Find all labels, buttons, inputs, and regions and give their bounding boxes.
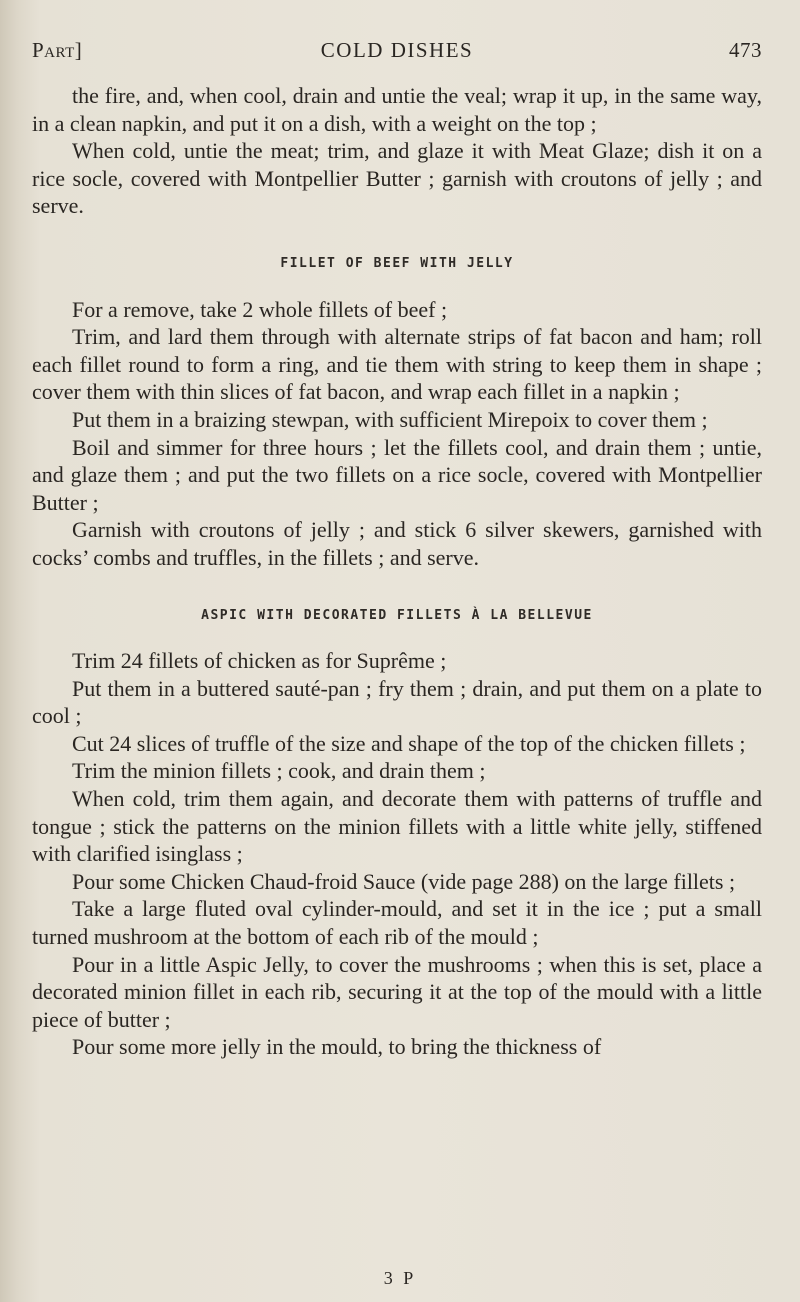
aspic-step-1: Trim 24 fillets of chicken as for Suprême ; [72,648,447,674]
beef-step-5: Garnish with croutons of jelly ; and stick 6 silver skewers, garnished with cocks’ combs and truffles, in the fillets ; and serve. [32,517,762,570]
running-header [32,38,762,68]
aspic-step-5: When cold, trim them again, and decorate them with patterns of truffle and tongue ; stick the patterns on the minion fillets with a little white jelly, stiffened with clarified isinglass ; [32,786,762,867]
aspic-step-8: Pour in a little Aspic Jelly, to cover the mushrooms ; when this is set, place a decorated minion fillet in each rib, securing it at the top of the mould with a little piece of butter ; [32,951,762,1032]
signature-mark: 3 P [383,1268,417,1288]
aspic-step-3: Cut 24 slices of truffle of the size and shape of the top of the chicken fillets ; [72,730,746,756]
aspic-step-2: Put them in a buttered sauté-pan ; fry them ; drain, and put them on a plate to cool ; [32,675,762,729]
beef-step-3: Put them in a braizing stewpan, with sufficient Mirepoix to cover them ; [72,406,708,432]
intro-paragraph-1: the fire, and, when cool, drain and untie the veal; wrap it up, in the same way, in a clean napkin, and put it on a dish, with a weight on the top ; [32,83,762,136]
page-body [32,82,762,1061]
header-chapter-title: COLD DISHES [320,38,474,62]
page-number: 473 [729,38,762,62]
aspic-step-7: Take a large fluted oval cylinder-mould, and set it in the ice ; put a small turned mushroom at the bottom of each rib of the mould ; [32,896,762,950]
header-part-label: Part] [32,38,83,62]
beef-step-4: Boil and simmer for three hours ; let the fillets cool, and drain them ; untie, and glaze them ; and put the two fillets on a rice socle, covered with Montpellier Butter ; [32,434,762,515]
beef-step-2: Trim, and lard them through with alternate strips of fat bacon and ham; roll each fillet round to form a ring, and tie them with string to keep them in shape ; cover them with thin slices of fat bacon, and wrap each fillet in a napkin ; [32,324,762,405]
aspic-step-6: Pour some Chicken Chaud-froid Sauce (vide page 288) on the large fillets ; [72,868,736,894]
beef-step-1: For a remove, take 2 whole fillets of beef ; [72,296,448,322]
intro-paragraph-2: When cold, untie the meat; trim, and glaze it with Meat Glaze; dish it on a rice socle, covered with Montpellier Butter ; garnish with croutons of jelly ; and serve. [32,138,762,219]
recipe-title-fillet-of-beef: FILLET OF BEEF WITH JELLY [280,255,514,271]
recipe-title-aspic-bellevue: ASPIC WITH DECORATED FILLETS À LA BELLEVUE [201,607,593,623]
aspic-step-9: Pour some more jelly in the mould, to bring the thickness of [72,1034,602,1060]
aspic-step-4: Trim the minion fillets ; cook, and drain them ; [72,758,486,784]
